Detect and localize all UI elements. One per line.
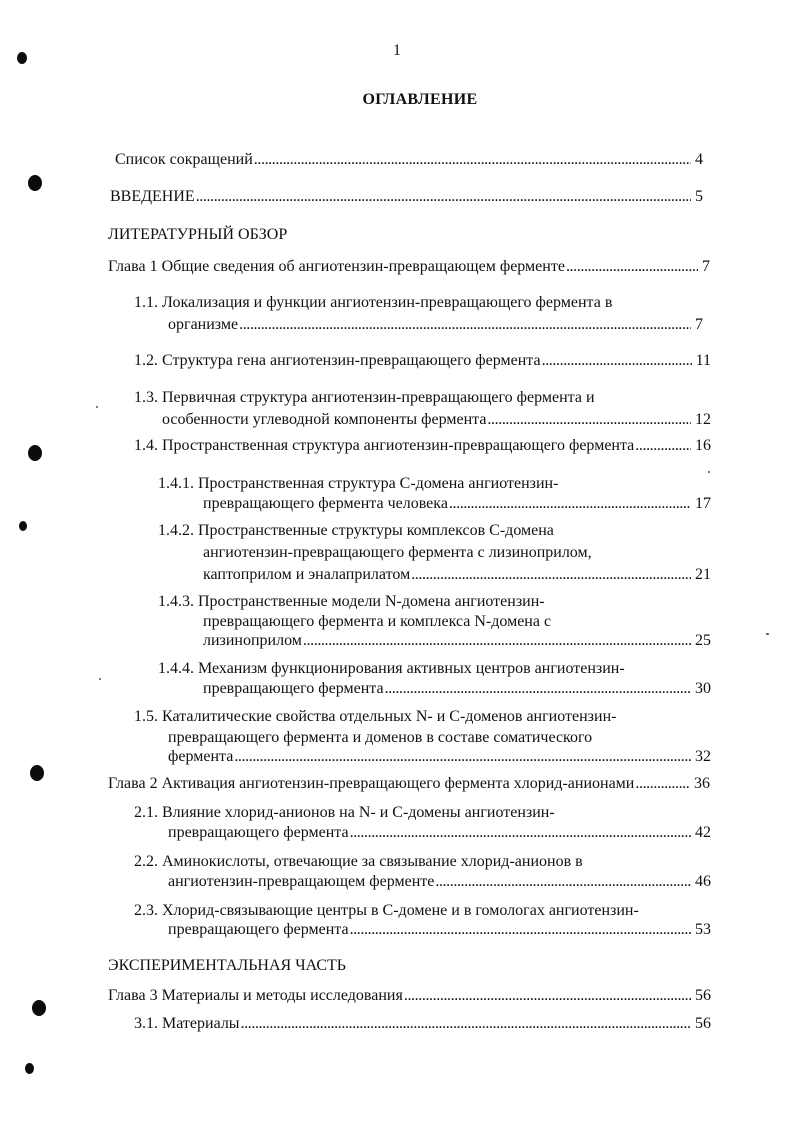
toc-page-number: 32 xyxy=(695,748,711,765)
toc-entry-2-2-line-1: 2.2. Аминокислоты, отвечающие за связывание хлорид-анионов в xyxy=(134,853,583,870)
toc-entry-text: ангиотензин-превращающем ферменте xyxy=(168,873,435,890)
toc-title: ОГЛАВЛЕНИЕ xyxy=(362,91,478,108)
punch-hole-5 xyxy=(30,765,44,781)
toc-entry-1-4-3-line-2: превращающего фермента и комплекса N-домена с xyxy=(203,613,552,630)
toc-entry-1-3 xyxy=(162,408,711,432)
dot-leader xyxy=(234,745,691,769)
punch-hole-2 xyxy=(28,175,42,191)
toc-entry-introduction xyxy=(110,185,703,209)
toc-entry-text: 1.2. Структура гена ангиотензин-превращающего фермента xyxy=(134,352,541,369)
scan-speck-2 xyxy=(708,471,710,473)
toc-entry-1-4-2-line-2: ангиотензин-превращающего фермента с лизиноприлом, xyxy=(203,544,592,561)
toc-page-number: 7 xyxy=(702,258,710,275)
toc-entry-chapter-2 xyxy=(108,772,710,796)
toc-entry-3-1 xyxy=(134,1012,711,1036)
toc-entry-text: превращающего фермента xyxy=(168,921,349,938)
scan-speck-1 xyxy=(96,406,98,408)
toc-page-number: 21 xyxy=(695,566,711,583)
section-heading-experimental-part: ЭКСПЕРИМЕНТАЛЬНАЯ ЧАСТЬ xyxy=(108,957,346,974)
toc-page-number: 4 xyxy=(695,151,703,168)
toc-page-number: 12 xyxy=(695,411,711,428)
dot-leader xyxy=(385,677,691,701)
toc-entry-1-5 xyxy=(168,745,711,769)
toc-page-number: 56 xyxy=(695,1015,711,1032)
dot-leader xyxy=(350,821,691,845)
toc-page-number: 16 xyxy=(695,437,711,454)
toc-entry-abbreviations xyxy=(115,148,703,172)
dot-leader xyxy=(435,870,691,894)
toc-entry-text: особенности углеводной компоненты фермента xyxy=(162,411,487,428)
toc-entry-1-4-4-line-1: 1.4.4. Механизм функционирования активных центров ангиотензин- xyxy=(158,660,625,677)
dot-leader xyxy=(449,492,691,516)
dot-leader xyxy=(239,313,691,337)
toc-entry-text: превращающего фермента человека xyxy=(203,495,448,512)
toc-page-number: 7 xyxy=(695,316,703,333)
dot-leader xyxy=(566,255,698,279)
toc-entry-chapter-1 xyxy=(108,255,710,279)
toc-entry-text: 1.4. Пространственная структура ангиотензин-превращающего фермента xyxy=(134,437,635,454)
toc-page-number: 5 xyxy=(695,188,703,205)
toc-entry-text: ВВЕДЕНИЕ xyxy=(110,188,195,205)
dot-leader xyxy=(542,349,692,373)
toc-entry-text: Глава 1 Общие сведения об ангиотензин-превращающем ферменте xyxy=(108,258,565,275)
toc-page-number: 46 xyxy=(695,873,711,890)
toc-entry-1-4 xyxy=(134,434,711,458)
toc-page-number: 11 xyxy=(695,352,711,369)
toc-entry-1-1-line-1: 1.1. Локализация и функции ангиотензин-превращающего фермента в xyxy=(134,294,613,311)
page-number: 1 xyxy=(393,42,401,59)
dot-leader xyxy=(635,772,690,796)
dot-leader xyxy=(635,434,691,458)
toc-entry-text: организме xyxy=(168,316,239,333)
toc-entry-1-1 xyxy=(168,313,703,337)
dot-leader xyxy=(404,984,691,1008)
toc-page-number: 42 xyxy=(695,824,711,841)
toc-entry-1-4-3-line-1: 1.4.3. Пространственные модели N-домена ангиотензин- xyxy=(158,593,545,610)
punch-hole-4 xyxy=(19,521,27,531)
toc-page-number: 30 xyxy=(695,680,711,697)
toc-entry-text: превращающего фермента xyxy=(203,680,384,697)
dot-leader xyxy=(411,563,691,587)
section-heading-literature-review: ЛИТЕРАТУРНЫЙ ОБЗОР xyxy=(108,226,288,243)
toc-entry-1-4-4 xyxy=(203,677,711,701)
dot-leader xyxy=(303,629,691,653)
toc-entry-text: фермента xyxy=(168,748,234,765)
toc-entry-2-3 xyxy=(168,918,711,942)
toc-entry-2-1 xyxy=(168,821,711,845)
toc-entry-text: 3.1. Материалы xyxy=(134,1015,240,1032)
toc-page-number: 56 xyxy=(695,987,711,1004)
toc-entry-2-3-line-1: 2.3. Хлорид-связывающие центры в С-домене и в гомологах ангиотензин- xyxy=(134,902,639,919)
scan-speck-3 xyxy=(766,633,769,635)
toc-entry-1-3-line-1: 1.3. Первичная структура ангиотензин-превращающего фермента и xyxy=(134,389,595,406)
toc-page-number: 53 xyxy=(695,921,711,938)
toc-page-number: 36 xyxy=(694,775,710,792)
toc-entry-text: Глава 2 Активация ангиотензин-превращающего фермента хлорид-анионами xyxy=(108,775,635,792)
toc-entry-1-4-2-line-1: 1.4.2. Пространственные структуры комплексов С-домена xyxy=(158,522,554,539)
punch-hole-3 xyxy=(28,445,42,461)
dot-leader xyxy=(350,918,691,942)
toc-entry-2-2 xyxy=(168,870,711,894)
toc-page-number: 17 xyxy=(695,495,711,512)
toc-entry-1-5-line-1: 1.5. Каталитические свойства отдельных N- и С-доменов ангиотензин- xyxy=(134,708,617,725)
toc-entry-text: лизиноприлом xyxy=(203,632,302,649)
toc-entry-1-4-2 xyxy=(203,563,711,587)
toc-entry-1-2 xyxy=(134,349,711,373)
toc-entry-1-5-line-2: превращающего фермента и доменов в составе соматического xyxy=(168,729,593,746)
toc-entry-text: превращающего фермента xyxy=(168,824,349,841)
toc-entry-1-4-1-line-1: 1.4.1. Пространственная структура С-домена ангиотензин- xyxy=(158,475,559,492)
toc-entry-1-4-3 xyxy=(203,629,711,653)
dot-leader xyxy=(487,408,691,432)
toc-entry-1-4-1 xyxy=(203,492,711,516)
toc-page-number: 25 xyxy=(695,632,711,649)
toc-entry-text: Глава 3 Материалы и методы исследования xyxy=(108,987,403,1004)
toc-entry-text: Список сокращений xyxy=(115,151,253,168)
dot-leader xyxy=(254,148,691,172)
scan-speck-4 xyxy=(99,678,101,680)
dot-leader xyxy=(241,1012,691,1036)
toc-entry-text: каптоприлом и эналаприлатом xyxy=(203,566,411,583)
punch-hole-6 xyxy=(32,1000,46,1016)
punch-hole-7 xyxy=(25,1063,34,1074)
dot-leader xyxy=(196,185,691,209)
toc-entry-chapter-3 xyxy=(108,984,711,1008)
toc-entry-2-1-line-1: 2.1. Влияние хлорид-анионов на N- и С-домены ангиотензин- xyxy=(134,804,555,821)
